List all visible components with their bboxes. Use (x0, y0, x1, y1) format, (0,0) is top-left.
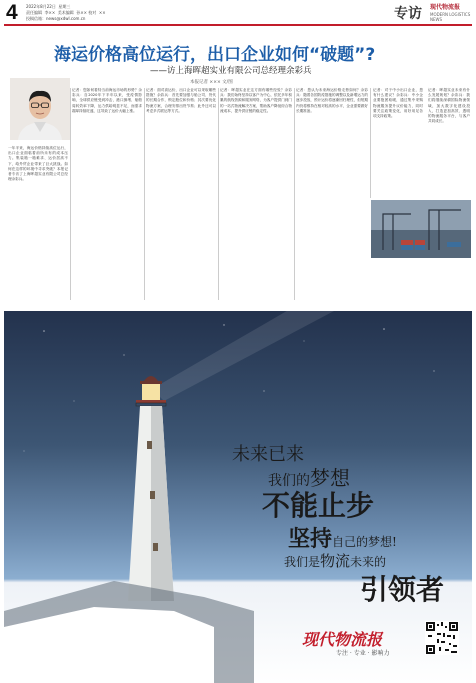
column-divider (70, 88, 71, 300)
poster-line-4: 坚持自己的梦想! (288, 526, 397, 552)
article-column-6: 记者：对于中小出口企业，您有什么建议？余彩兵：中小企业要抱团取暖，通过集中采购物流服务提升议价能力，同时要关注政策变化，用好用足各项支持政策。 (373, 88, 423, 119)
brand-logo-small: 现代物流报 (430, 4, 461, 11)
brand-subtitle: MODERN LOGISTICS NEWS (430, 12, 471, 22)
section-tag: 专访 (394, 6, 422, 22)
header-rule (4, 24, 472, 26)
poster-line-3: 不能止步 (262, 489, 375, 522)
article-byline: 本报记者 ××× 文/图 (190, 80, 233, 85)
article-column-3: 记者：面对高运价，出口企业可以采取哪些措施？余彩兵：首先要加强与船公司、货代的长期合作，锁定舱位和价格；其次要优化物流方案，合理安排出货节奏；此外还可以考虑多式联运等方式。 (146, 88, 216, 113)
page-header (0, 0, 476, 24)
qr-code-icon (425, 621, 459, 655)
date-line: 2022年8月22日 星期三 责任编辑 李×× 美术编辑 孙×× 校对 ×× 投稿信箱：news@xdwl.com.cn (26, 4, 106, 21)
column-divider (144, 88, 145, 300)
article-column-5: 记者：您认为未来海运价格走势如何？余彩兵：随着各国防疫措施的调整以及新增运力的逐步投放，预计运价将逐渐回归理性，但短期内仍将维持在相对较高的水平，企业需要做好长期准备。 (296, 88, 368, 113)
lighthouse-poster (4, 311, 472, 683)
poster-line-5: 我们是物流未来的 (284, 552, 387, 570)
column-divider (218, 88, 219, 300)
column-divider (294, 88, 295, 300)
poster-line-2: 我们的梦想 (268, 466, 350, 490)
port-crane-photo (371, 200, 471, 258)
page-number: 4 (6, 1, 18, 24)
poster-line-6: 引领者 (360, 573, 445, 606)
article-column-1: 一年半来，海运价格持续高位运行，出口企业面临着前所未有的成本压力。集装箱一箱难求、运价居高不下，给外贸企业带来了巨大挑战。如何在这样的环境中寻求突破？本报记者专访了上海晖超实业有限公司总经理余彩兵。 (8, 146, 68, 182)
interviewee-portrait (10, 78, 70, 140)
newspaper-tagline: 专注 · 专业 · 影响力 (336, 650, 390, 657)
article-headline: 海运价格高位运行，出口企业如何“破题”? (54, 45, 376, 65)
article-column-4: 记者：晖超实业在这方面有哪些经验？余彩兵：我们始终坚持以客户为中心，依托多年积累的航线资源和服务网络，为客户提供门到门的一站式物流解决方案，帮助客户降低综合物流成本，提升供应链的稳定性。 (220, 88, 292, 113)
column-divider (370, 88, 371, 198)
article-subhead: ——访上海晖超实业有限公司总经理余彩兵 (150, 66, 312, 76)
article-column-2: 记者：您如何看待当前海运市场的形势？余彩兵：自2020年下半年以来，受疫情影响，全球供应链受到冲击，港口拥堵、船舶周转效率下降，运力供给明显不足，而需求端却持续旺盛，这导致了运价大幅上涨。 (72, 88, 142, 113)
article-column-7: 记者：晖超实业未来有什么发展规划？余彩兵：我们将继续深耕国际物流领域，加大数字化建设投入，打造更加高效、透明的物流服务平台，与客户共同成长。 (428, 88, 470, 124)
newspaper-logo: 现代物流报 (302, 630, 383, 649)
poster-line-1: 未来已来 (232, 444, 304, 465)
